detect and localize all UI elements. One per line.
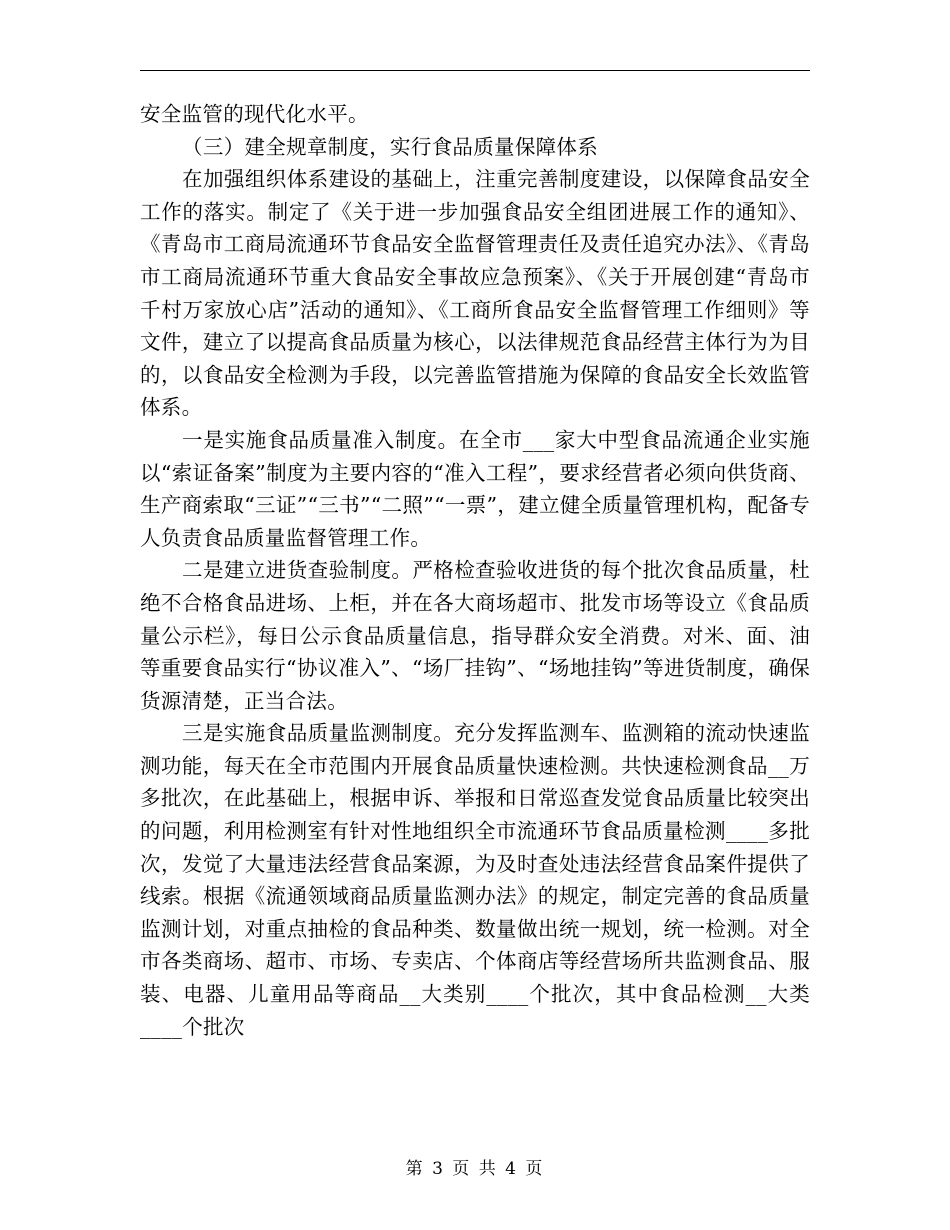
paragraph-system-building: 在加强组织体系建设的基础上，注重完善制度建设，以保障食品安全工作的落实。制定了《关于进一步加强食品安全组团进展工作的通知》、《青岛市工商局流通环节食品安全监督管理责任及责任追究办法》、《青岛市工商局流通环节重大食品安全事故应急预案》、《关于开展创建“青岛市千村万家放心店”活动的通知》、《工商所食品安全监督管理工作细则》等文件，建立了以提高食品质量为核心，以法律规范食品经营主体行为为目的，以食品安全检测为手段，以完善监管措施为保障的食品安全长效监管体系。: [140, 167, 810, 420]
paragraph-access-system: 一是实施食品质量准入制度。在全市___家大中型食品流通企业实施以“索证备案”制度为主要内容的“准入工程”，要求经营者必须向供货商、生产商索取“三证”“三书”“二照”“一票”，建立健全质量管理机构，配备专人负责食品质量监督管理工作。: [140, 427, 810, 550]
page-number: 第 3 页 共 4 页: [405, 1159, 545, 1179]
document-body: [140, 98, 810, 1043]
paragraph-continuation: 安全监管的现代化水平。: [140, 102, 369, 126]
paragraph-monitoring-system: 三是实施食品质量监测制度。充分发挥监测车、监测箱的流动快速监测功能，每天在全市范围内开展食品质量快速检测。共快速检测食品__万多批次，在此基础上，根据申诉、举报和日常巡查发觉食品质量比较突出的问题，利用检测室有针对性地组织全市流通环节食品质量检测____多批次，发觉了大量违法经营食品案源，为及时查处违法经营食品案件提供了线索。根据《流通领域商品质量监测办法》的规定，制定完善的食品质量监测计划，对重点抽检的食品种类、数量做出统一规划，统一检测。对全市各类商场、超市、市场、专卖店、个体商店等经营场所共监测食品、服装、电器、儿童用品等商品__大类别____个批次，其中食品检测__大类____个批次: [140, 721, 810, 1039]
paragraph-inspection-system: 二是建立进货查验制度。严格检查验收进货的每个批次食品质量，杜绝不合格食品进场、上柜，并在各大商场超市、批发市场等设立《食品质量公示栏》，每日公示食品质量信息，指导群众安全消费。对米、面、油等重要食品实行“协议准入”、“场厂挂钩”、“场地挂钩”等进货制度，确保货源清楚，正当合法。: [140, 558, 810, 713]
header-rule: [140, 70, 810, 71]
section-heading: （三）建全规章制度，实行食品质量保障体系: [182, 134, 599, 159]
